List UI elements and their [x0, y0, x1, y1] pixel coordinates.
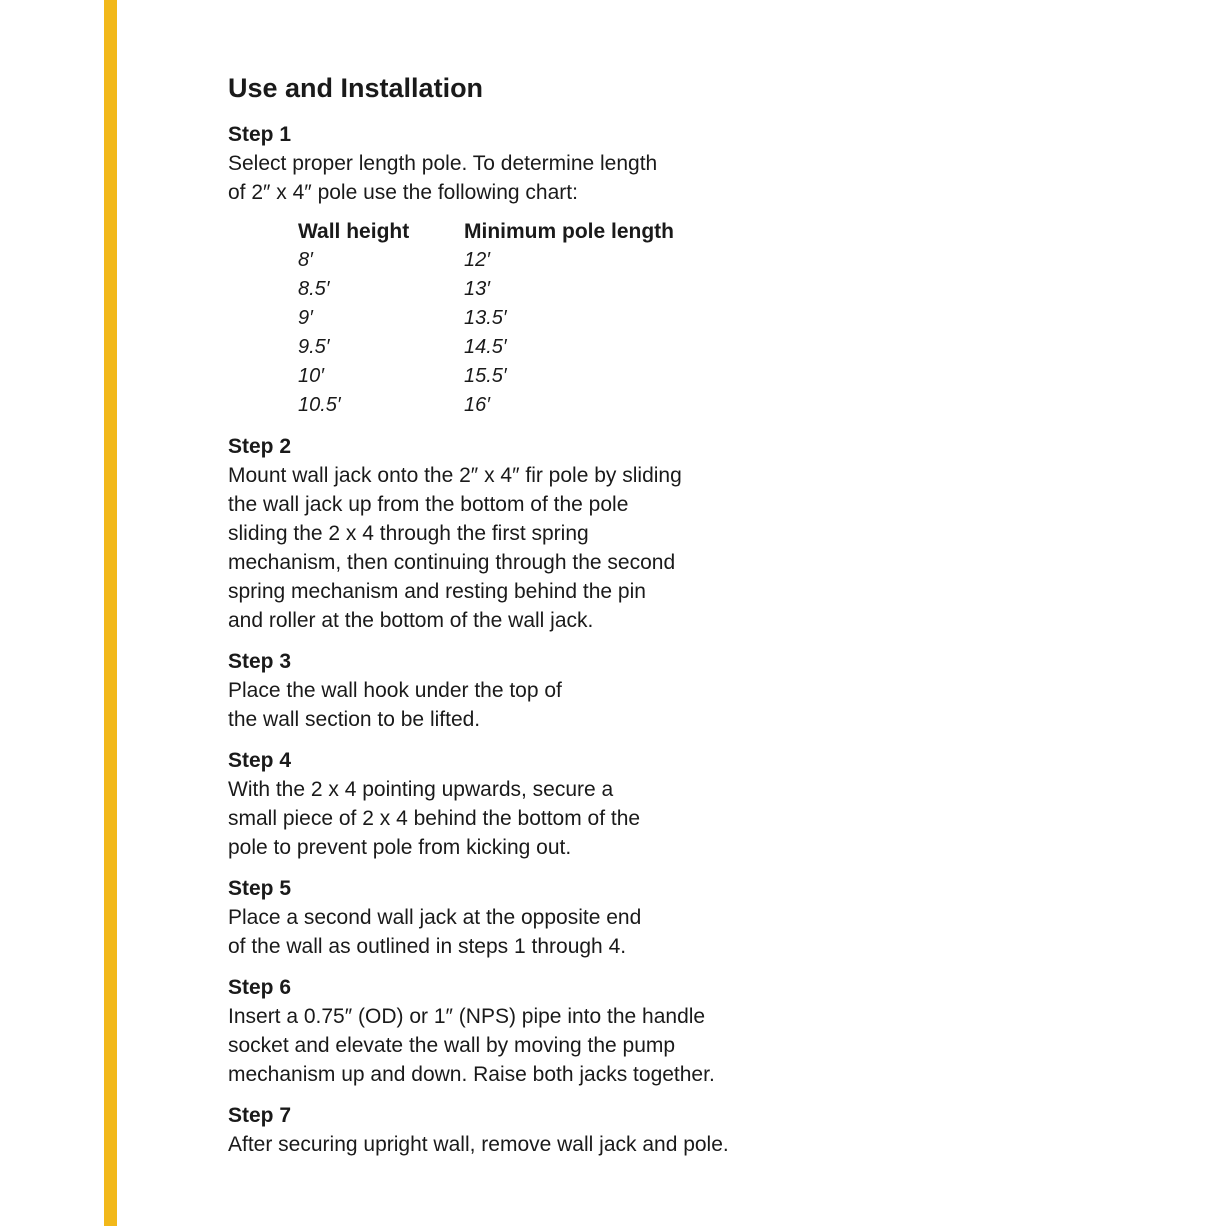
step-text — [228, 903, 868, 961]
step-3 — [228, 647, 868, 734]
step-line: small piece of 2 x 4 behind the bottom of the — [228, 807, 641, 830]
step-line: the wall section to be lifted. — [228, 708, 481, 731]
step-line: pole to prevent pole from kicking out. — [228, 836, 572, 859]
step-line: Insert a 0.75″ (OD) or 1″ (NPS) pipe into the handle — [228, 1005, 706, 1028]
step-text — [228, 676, 868, 734]
step-line: Place the wall hook under the top of — [228, 679, 562, 702]
chart-row — [298, 362, 674, 391]
step-title: Step 2 — [228, 435, 292, 458]
step-line: Place a second wall jack at the opposite end — [228, 906, 642, 929]
document-content — [228, 68, 868, 1171]
step-line: and roller at the bottom of the wall jack. — [228, 609, 594, 632]
step-title: Step 3 — [228, 650, 292, 673]
step-line: Mount wall jack onto the 2″ x 4″ fir pole by sliding — [228, 464, 682, 487]
step-4 — [228, 746, 868, 862]
pole-length-cell: 13′ — [464, 278, 490, 300]
step-line: mechanism up and down. Raise both jacks together. — [228, 1063, 715, 1086]
step-text — [228, 1130, 868, 1159]
step-title: Step 6 — [228, 976, 292, 999]
step-title: Step 7 — [228, 1104, 292, 1127]
step-text — [228, 149, 868, 207]
step-text — [228, 775, 868, 862]
chart-row — [298, 333, 674, 362]
pole-length-cell: 13.5′ — [464, 307, 507, 329]
pole-length-cell: 12′ — [464, 249, 490, 271]
header-min-pole-length: Minimum pole length — [464, 220, 674, 243]
wall-height-cell: 10′ — [298, 365, 324, 387]
step-text — [228, 461, 868, 635]
step-title: Step 5 — [228, 877, 292, 900]
chart-row — [298, 391, 674, 420]
wall-height-cell: 8′ — [298, 249, 313, 271]
step-line: socket and elevate the wall by moving the pump — [228, 1034, 676, 1057]
step-text — [228, 1002, 868, 1089]
step-5 — [228, 874, 868, 961]
page-title: Use and Installation — [228, 73, 484, 103]
step-line: of 2″ x 4″ pole use the following chart: — [228, 181, 578, 204]
step-2 — [228, 432, 868, 635]
step-line: mechanism, then continuing through the second — [228, 551, 676, 574]
chart-header-row — [298, 217, 674, 246]
step-line: of the wall as outlined in steps 1 through 4. — [228, 935, 627, 958]
pole-length-cell: 16′ — [464, 394, 490, 416]
pole-length-cell: 15.5′ — [464, 365, 507, 387]
step-title: Step 4 — [228, 749, 292, 772]
header-wall-height: Wall height — [298, 220, 410, 243]
step-line: With the 2 x 4 pointing upwards, secure a — [228, 778, 614, 801]
chart-row — [298, 304, 674, 333]
chart-row — [298, 246, 674, 275]
wall-height-cell: 9.5′ — [298, 336, 330, 358]
step-6 — [228, 973, 868, 1089]
step-line: sliding the 2 x 4 through the first spring — [228, 522, 589, 545]
step-7 — [228, 1101, 868, 1159]
step-1 — [228, 120, 868, 420]
step-line: Select proper length pole. To determine length — [228, 152, 658, 175]
step-line: the wall jack up from the bottom of the pole — [228, 493, 629, 516]
step-title: Step 1 — [228, 123, 292, 146]
pole-length-chart — [298, 217, 674, 420]
step-line: spring mechanism and resting behind the pin — [228, 580, 646, 603]
wall-height-cell: 8.5′ — [298, 278, 330, 300]
chart-row — [298, 275, 674, 304]
wall-height-cell: 9′ — [298, 307, 313, 329]
accent-bar — [104, 0, 117, 1226]
pole-length-cell: 14.5′ — [464, 336, 507, 358]
wall-height-cell: 10.5′ — [298, 394, 341, 416]
step-line: After securing upright wall, remove wall jack and pole. — [228, 1133, 729, 1156]
